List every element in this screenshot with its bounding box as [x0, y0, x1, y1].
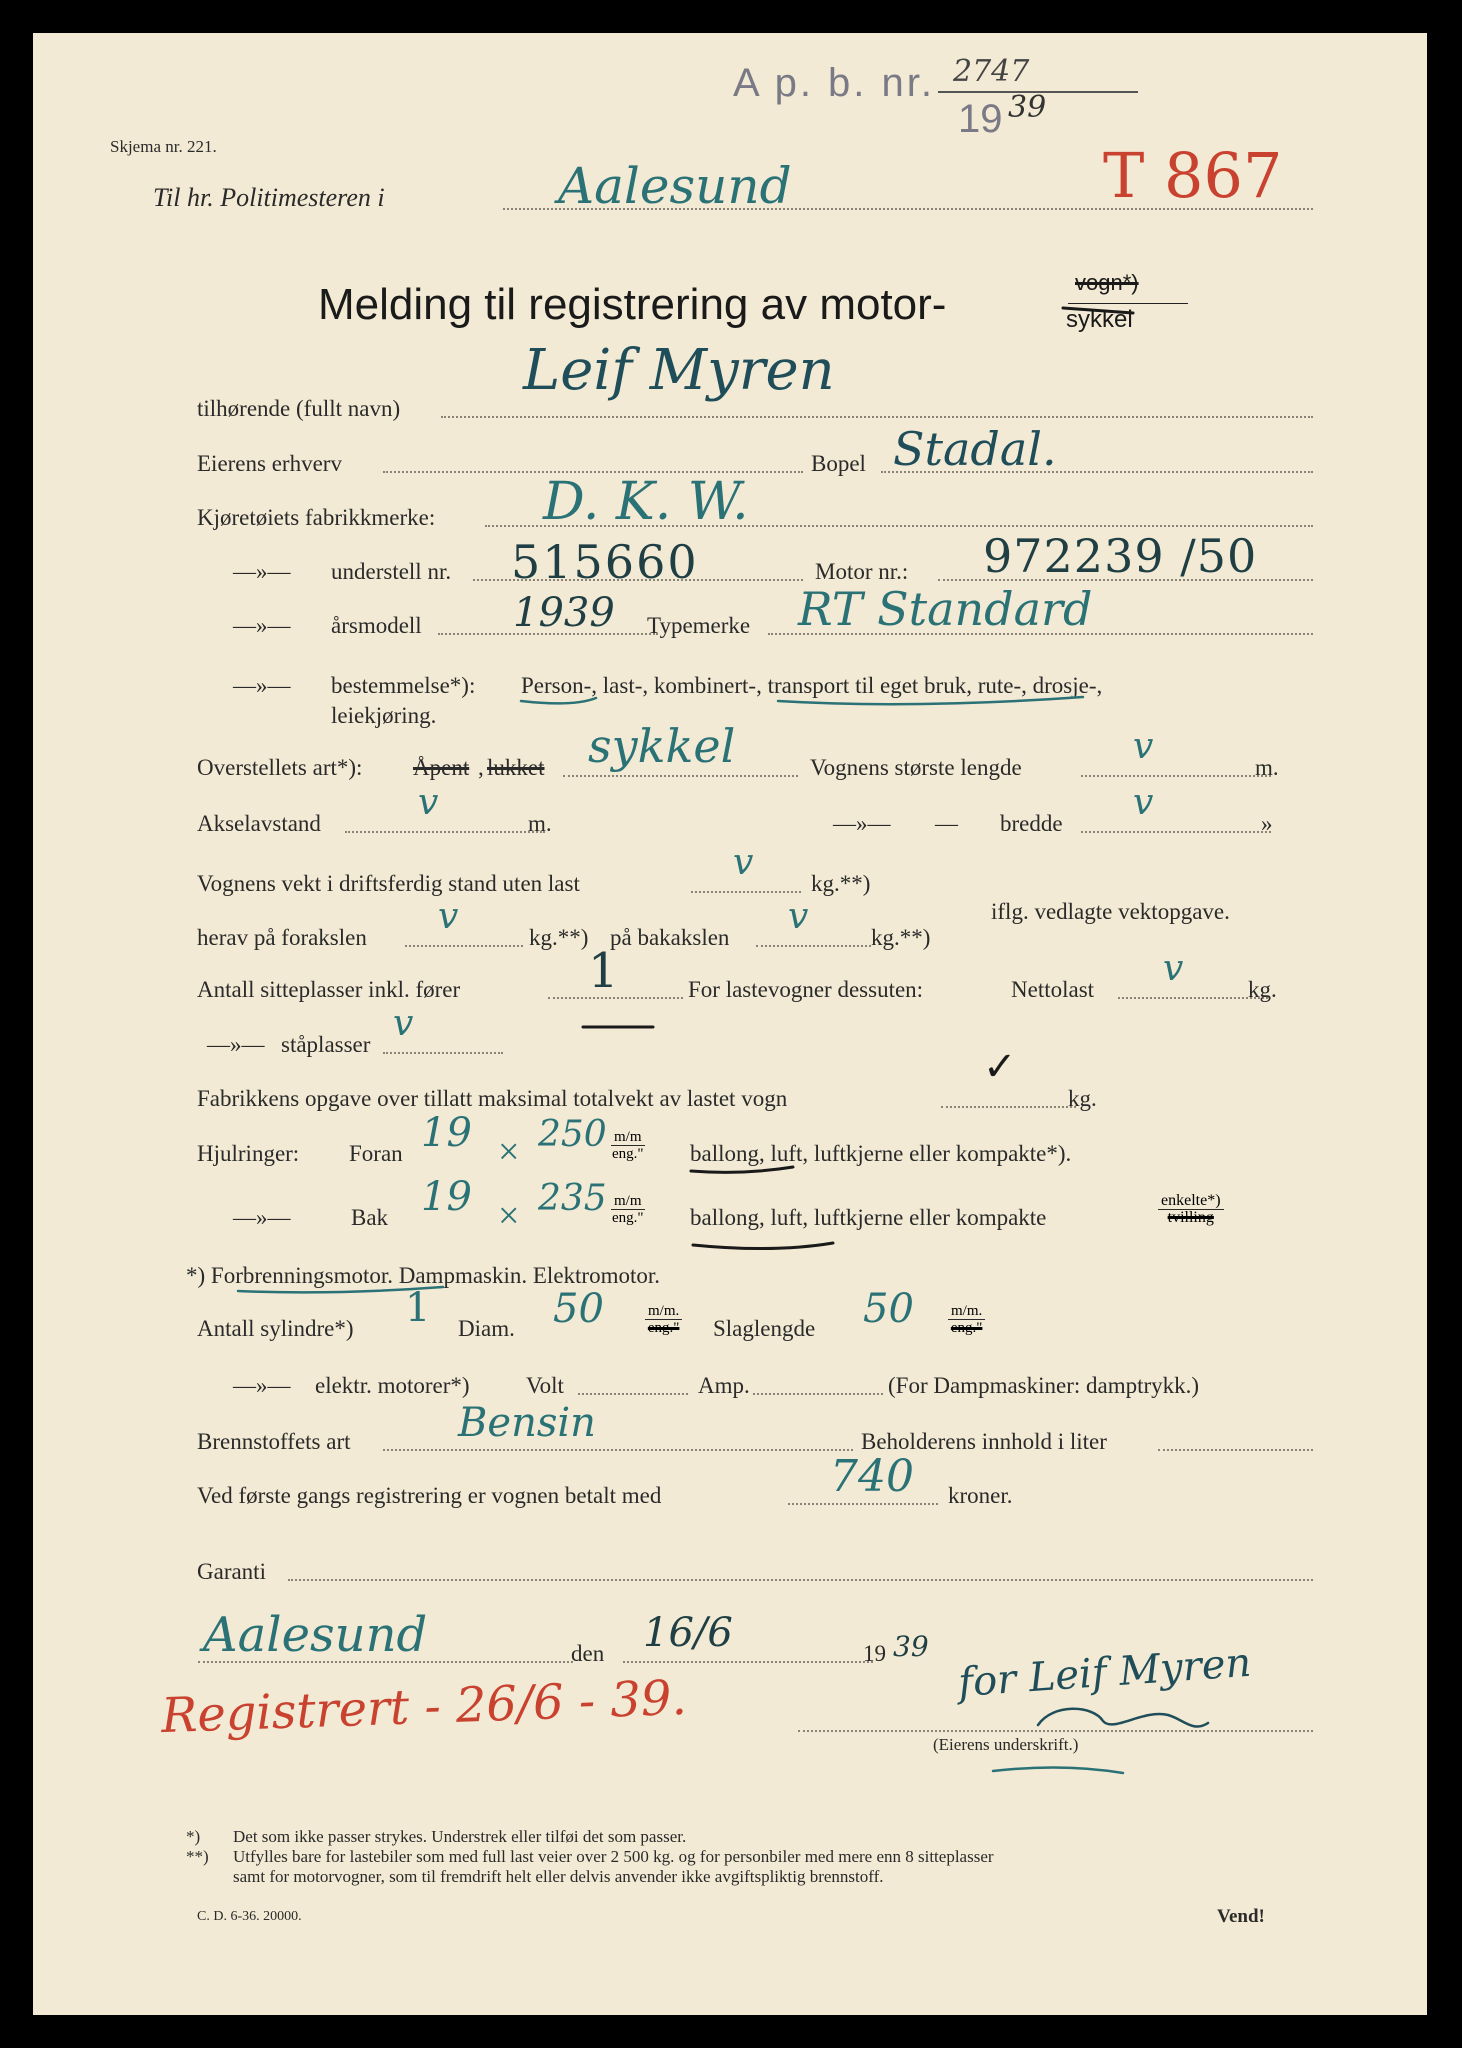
year-value: 1939: [513, 590, 615, 636]
width-tick: v: [1133, 782, 1154, 823]
make-value: D. K. W.: [543, 472, 749, 532]
diam-unit-mm: m/m.: [645, 1303, 682, 1320]
rear-tire-unit-mm: m/m: [611, 1193, 645, 1210]
front-axle-unit: kg.**): [529, 925, 589, 950]
rear-tire-a: 19: [421, 1174, 472, 1220]
chassis-label: understell nr.: [331, 559, 452, 584]
title-option-struck: vogn*): [1075, 270, 1139, 295]
stroke-label: Slaglengde: [713, 1316, 816, 1341]
engine-types: *) Forbrenningsmotor. Dampmaskin. Elektromotor.: [186, 1263, 661, 1288]
footnote-2-line2: samt for motorvogner, som til fremdrift helt eller delvis anvender ikke avgiftspliktig brennstoff.: [233, 1867, 884, 1886]
red-number: T 867: [1103, 139, 1283, 212]
wheelbase-tick: v: [418, 782, 439, 823]
date-value: 16/6: [643, 1610, 733, 1656]
front-tire-unit-mm: m/m: [611, 1129, 645, 1146]
footnote-2-line1: Utfylles bare for lastebiler som med full last veier over 2 500 kg. og for personbiler med mere enn 8 sitteplasser: [233, 1847, 994, 1866]
maxweight-label: Fabrikkens opgave over tillatt maksimal totalvekt av lastet vogn: [197, 1086, 788, 1111]
rear-tire-b: 235: [538, 1178, 607, 1219]
cyl-value: 1: [405, 1285, 431, 1331]
electric-ditto: —»—: [233, 1373, 291, 1398]
front-tire-b: 250: [538, 1114, 607, 1155]
length-unit: m.: [1255, 755, 1279, 780]
front-tire-unit-eng: eng.": [611, 1146, 644, 1162]
signature-year-prefix: 19: [863, 1641, 886, 1666]
seats-value: 1: [588, 943, 619, 999]
tire-single: enkelte*): [1158, 1193, 1224, 1210]
maxweight-unit: kg.: [1068, 1086, 1097, 1111]
print-code: C. D. 6-36. 20000.: [197, 1909, 302, 1924]
chassis-ditto: —»—: [233, 559, 291, 584]
body-open: Åpent: [413, 755, 470, 780]
title-option-kept: sykkel: [1066, 306, 1133, 333]
diam-value: 50: [553, 1286, 604, 1332]
date-label: den: [571, 1641, 605, 1666]
page-title: Melding til registrering av motor-: [318, 280, 947, 329]
rear-axle-tick: v: [788, 896, 809, 937]
tires-label: Hjulringer:: [197, 1141, 300, 1166]
purpose-label: bestemmelse*):: [331, 673, 476, 698]
price-label: Ved første gangs registrering er vognen betalt med: [197, 1483, 662, 1508]
type-value: RT Standard: [798, 582, 1093, 636]
purpose-options-cont: leiekjøring.: [331, 703, 437, 728]
stroke-unit-mm: m/m.: [948, 1303, 985, 1320]
pen-strokes: [33, 33, 1427, 2015]
electric-label: elektr. motorer*): [315, 1373, 470, 1398]
stamp-prefix: A p. b. nr.: [733, 61, 936, 105]
front-tire-label: Foran: [349, 1141, 403, 1166]
tire-twin: tvilling: [1167, 1209, 1214, 1226]
rear-tire-unit-eng: eng.": [611, 1210, 644, 1226]
schema-number: Skjema nr. 221.: [110, 137, 217, 156]
price-unit: kroner.: [948, 1483, 1013, 1508]
netload-tick: v: [1163, 948, 1184, 989]
volt-label: Volt: [526, 1373, 564, 1398]
motor-value: 972239 /50: [983, 529, 1258, 583]
price-value: 740: [830, 1451, 914, 1502]
standing-ditto: —»—: [207, 1032, 265, 1057]
wheelbase-label: Akselavstand: [197, 811, 321, 836]
footnote-1-mark: *): [186, 1827, 201, 1846]
tank-label: Beholderens innhold i liter: [861, 1429, 1107, 1454]
width-dash: —: [935, 811, 958, 836]
year-label: årsmodell: [331, 613, 422, 638]
guarantee-label: Garanti: [197, 1559, 266, 1584]
rear-tire-types: ballong, luft, luftkjerne eller kompakte: [690, 1205, 1047, 1230]
registered-note: Registrert - 26/6 - 39.: [160, 1669, 688, 1745]
owner-label: tilhørende (fullt navn): [197, 396, 401, 421]
weight-tick: v: [733, 842, 754, 883]
truck-label: For lastevogner dessuten:: [688, 977, 924, 1002]
seats-label: Antall sitteplasser inkl. fører: [197, 977, 461, 1002]
occupation-label: Eierens erhverv: [197, 451, 342, 476]
cyl-label: Antall sylindre*): [197, 1316, 354, 1341]
registration-form: Skjema nr. 221. A p. b. nr. 2747 19 39 T 867 Til hr. Politimesteren i Aalesund Melding til registrering av motor- vogn*) sykkel tilhørende (fullt navn) Leif Myren Eierens erhverv Bopel Stadal. Kjøretøiets fabrikkmerke: D. K. W. —»— understell nr. 515660 Motor nr.: 972239 /50 —»— årsmodell 1939 Typemerke RT Standard —»— bestemmelse*): Person-, last-, kombinert-, transport til eget bruk, rute-, drosje-, leiekjøring. Overstellets art*): Åpent , lukket sykkel Vognens største lengde v m. Akselavstand v m. —»— — bredde v » Vognens vekt i driftsferdig stand uten last v kg.**) herav på forakslen v kg.**) på bakakslen v kg.**) iflg. vedlagte vektopgave. Antall sitteplasser inkl. fører 1 For lastevogner dessuten: Nettolast v kg. —»— ståplasser v Fabrikkens opgave over tillatt maksimal totalvekt av lastet vogn ✓ kg. Hjulringer: Foran 19 × 250 m/m eng." ballong, luft, luftkjerne eller kompakte*). —»— Bak 19 × 235 m/m eng." ballong, luft, luftkjerne eller kompakte enkelte*) tvilling *) Forbrenningsmotor. Dampmaskin. Elektromotor. Antall sylindre*) 1 Diam. 50 m/m. eng." Slaglengde 50 m/m. eng." —»— elektr. motorer*) Volt Amp. (For Dampmaskiner: damptrykk.) Brennstoffets art Bensin Beholderens innhold i liter Ved første gangs registrering er vognen betalt med 740 kroner. Garanti Aalesund den 16/6 19 39 for Leif Myren (Eierens underskrift.) Registrert - 26/6 - 39. *) Det som ikke passer strykes. Understrek eller tilføi det som passer. **) Utfylles bare for lastebiler som med full last veier over 2 500 kg. og for personbiler med mere enn 8 sitteplasser samt for motorvogner, som til fremdrift helt eller delvis anvender ikke avgiftspliktig brennstoff. C. D. 6-36. 20000. Vend!: [33, 33, 1427, 2015]
standing-label: ståplasser: [281, 1032, 371, 1057]
signature-year-suffix: 39: [893, 1630, 929, 1663]
body-value: sykkel: [588, 719, 736, 773]
year-ditto: —»—: [233, 613, 291, 638]
footnote-2-mark: **): [186, 1847, 209, 1866]
steam-label: (For Dampmaskiner: damptrykk.): [888, 1373, 1200, 1398]
netload-unit: kg.: [1248, 977, 1277, 1002]
length-label: Vognens største lengde: [810, 755, 1022, 780]
residence-label: Bopel: [811, 451, 866, 476]
rear-tire-label: Bak: [351, 1205, 389, 1230]
signature-place: Aalesund: [203, 1607, 428, 1663]
length-tick: v: [1133, 726, 1154, 767]
weight-note: iflg. vedlagte vektopgave.: [991, 899, 1230, 924]
front-tire-times: ×: [498, 1131, 520, 1173]
stamp-year-prefix: 19: [958, 97, 1003, 141]
diam-label: Diam.: [458, 1316, 515, 1341]
turn-over: Vend!: [1217, 1906, 1265, 1927]
stroke-value: 50: [863, 1286, 914, 1332]
amp-label: Amp.: [698, 1373, 750, 1398]
rear-axle-unit: kg.**): [871, 925, 931, 950]
stamp-number: 2747: [953, 54, 1030, 89]
standing-tick: v: [393, 1003, 414, 1044]
owner-value: Leif Myren: [523, 338, 835, 403]
purpose-options: Person-, last-, kombinert-, transport til eget bruk, rute-, drosje-,: [521, 673, 1103, 698]
purpose-ditto: —»—: [233, 673, 291, 698]
fuel-label: Brennstoffets art: [197, 1429, 351, 1454]
recipient-label: Til hr. Politimesteren i: [153, 183, 385, 212]
stroke-unit-eng: eng.": [950, 1320, 983, 1336]
rear-tire-ditto: —»—: [233, 1205, 291, 1230]
wheelbase-unit: m.: [528, 811, 552, 836]
width-ditto-close: »: [1261, 811, 1273, 836]
recipient-city: Aalesund: [558, 157, 792, 215]
body-label: Overstellets art*):: [197, 755, 363, 780]
front-axle-label: herav på forakslen: [197, 925, 367, 950]
width-ditto: —»—: [833, 811, 891, 836]
weight-unit: kg.**): [811, 871, 871, 896]
body-closed: lukket: [487, 755, 545, 780]
footnote-1: Det som ikke passer strykes. Understrek eller tilføi det som passer.: [233, 1827, 687, 1846]
front-tire-a: 19: [421, 1110, 472, 1156]
rear-tire-times: ×: [498, 1195, 520, 1237]
weight-label: Vognens vekt i driftsferdig stand uten last: [197, 871, 580, 896]
make-label: Kjøretøiets fabrikkmerke:: [197, 505, 436, 530]
chassis-value: 515660: [511, 535, 699, 589]
motor-label: Motor nr.:: [815, 559, 909, 584]
residence-value: Stadal.: [893, 422, 1057, 476]
width-label: bredde: [1000, 811, 1063, 836]
front-axle-tick: v: [438, 896, 459, 937]
rear-axle-label: på bakakslen: [610, 925, 730, 950]
type-label: Typemerke: [647, 613, 751, 638]
stamp-year-suffix: 39: [1008, 90, 1047, 125]
front-tire-types: ballong, luft, luftkjerne eller kompakte*).: [690, 1141, 1072, 1166]
owner-signature-label: (Eierens underskrift.): [933, 1735, 1079, 1754]
diam-unit-eng: eng.": [647, 1320, 680, 1336]
netload-label: Nettolast: [1011, 977, 1095, 1002]
signed-for: for Leif Myren: [956, 1639, 1253, 1707]
fuel-value: Bensin: [458, 1400, 596, 1446]
maxweight-check: ✓: [983, 1044, 1017, 1090]
